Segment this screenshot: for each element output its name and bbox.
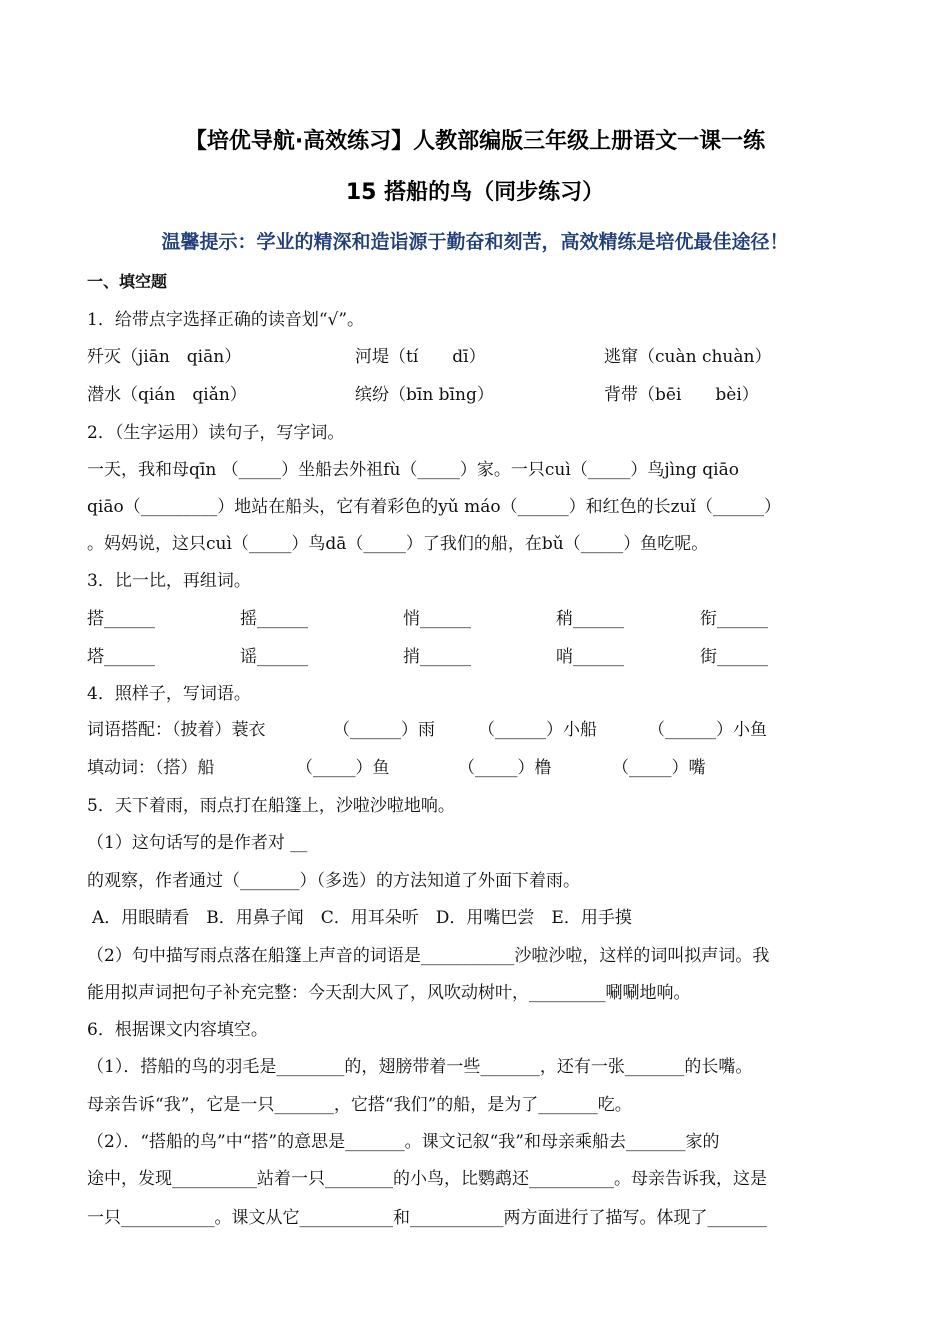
q2-text-line: qiāo（_________）地站在船头，它有着彩色的yǔ máo（______）和红色的长zuǐ（______） — [87, 497, 781, 517]
q5-sub1: （1）这句话写的是作者对 __ — [87, 833, 308, 853]
q4-item: 填动词：（搭）船 — [87, 758, 215, 778]
q4-item: 词语搭配：（披着）蓑衣 — [87, 720, 266, 740]
q4-item: （_____）嘴 — [612, 758, 706, 778]
q2-text-line: 一天，我和母qīn （_____）坐船去外祖fù（_____）家。一只cuì（_____）鸟jìng qiāo — [87, 460, 739, 480]
q5-sub2: 能用拟声词把句子补充完整：今天刮大风了，风吹动树叶，_________唰唰地响。 — [87, 983, 691, 1003]
q2-text-line: 。妈妈说，这只cuì（_____）鸟dā（_____）了我们的船，在bǔ（_____）鱼吃呢。 — [87, 534, 709, 554]
q3-item: 捎______ — [403, 647, 471, 667]
q1-item: 潜水（qián qiǎn） — [87, 385, 247, 405]
q4-prompt: 4．照样子，写词语。 — [87, 684, 251, 704]
q3-item: 哨______ — [556, 647, 624, 667]
q6-text-line: 母亲告诉“我”，它是一只_______，它搭“我们”的船，是为了_______吃。 — [87, 1095, 632, 1115]
q4-item: （_____）橹 — [458, 758, 552, 778]
q5-sub1: 的观察，作者通过（_______）（多选）的方法知道了外面下着雨。 — [87, 871, 580, 891]
q1-item: 河堤（tí dī） — [355, 347, 486, 367]
worksheet-title: 【培优导航·高效练习】人教部编版三年级上册语文一课一练 — [184, 129, 766, 154]
tip-banner: 温馨提示：学业的精深和造诣源于勤奋和刻苦，高效精练是培优最佳途径！ — [161, 231, 789, 253]
q3-item: 街______ — [700, 647, 768, 667]
q3-prompt: 3．比一比，再组词。 — [87, 571, 251, 591]
q6-text-line: （2）．“搭船的鸟”中“搭”的意思是_______。课文记叙“我”和母亲乘船去_______家的 — [87, 1132, 720, 1152]
q3-item: 塔______ — [87, 647, 155, 667]
q3-item: 摇______ — [240, 609, 308, 629]
q4-item: （______）小鱼 — [648, 720, 767, 740]
q1-prompt: 1．给带点字选择正确的读音划“√”。 — [87, 310, 365, 330]
q3-item: 稍______ — [556, 609, 624, 629]
q3-item: 搭______ — [87, 609, 155, 629]
q1-item: 背带（bēi bèi） — [604, 385, 759, 405]
q6-prompt: 6．根据课文内容填空。 — [87, 1020, 268, 1040]
q4-item: （_____）鱼 — [296, 758, 390, 778]
lesson-title: 15 搭船的鸟（同步练习） — [345, 180, 605, 205]
q1-item: 缤纷（bīn bīng） — [355, 385, 494, 405]
q1-item: 歼灭（jiān qiān） — [87, 347, 242, 367]
q5-options: A．用眼睛看 B．用鼻子闻 C．用耳朵听 D．用嘴巴尝 E．用手摸 — [92, 908, 632, 928]
q6-text-line: 途中，发现__________站着一只________的小鸟，比鹦鹉还__________。母亲告诉我，这是 — [87, 1169, 767, 1189]
q3-item: 谣______ — [240, 647, 308, 667]
q3-item: 衔______ — [700, 609, 768, 629]
q6-text-line: 一只___________。课文从它___________和___________两方面进行了描写。体现了_______ — [87, 1208, 767, 1228]
q2-prompt: 2．（生字运用）读句子，写字词。 — [87, 423, 345, 443]
q5-sub2: （2）句中描写雨点落在船篷上声音的词语是___________沙啦沙啦，这样的词叫拟声词。我 — [87, 946, 770, 966]
q1-item: 逃窜（cuàn chuàn） — [604, 347, 772, 367]
q6-text-line: （1）．搭船的鸟的羽毛是________的，翅膀带着一些_______，还有一张_______的长嘴。 — [87, 1057, 753, 1077]
q4-item: （______）小船 — [478, 720, 597, 740]
q4-item: （______）雨 — [333, 720, 435, 740]
q3-item: 悄______ — [403, 609, 471, 629]
q5-prompt: 5．天下着雨，雨点打在船篷上，沙啦沙啦地响。 — [87, 796, 455, 816]
section-heading: 一、填空题 — [87, 272, 168, 291]
